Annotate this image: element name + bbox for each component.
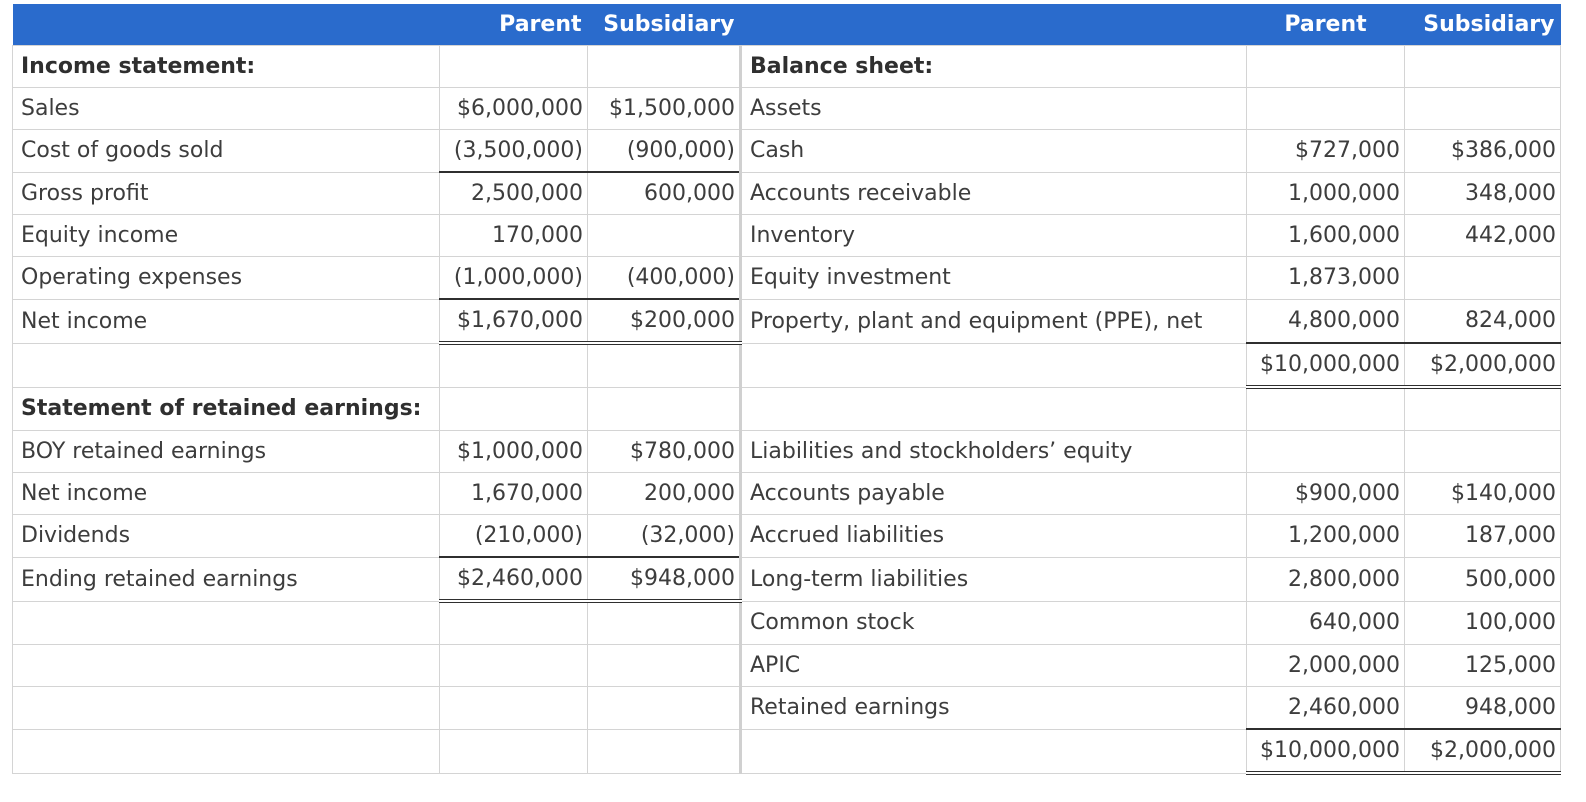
cell-left-parent: (210,000) — [440, 515, 588, 558]
cell-right-parent: 2,800,000 — [1247, 557, 1405, 601]
cell-left-subsidiary: $780,000 — [588, 431, 741, 473]
cell-left-label: Gross profit — [13, 172, 440, 215]
cell-left-subsidiary: $1,500,000 — [588, 88, 741, 130]
cell-right-parent: $727,000 — [1247, 130, 1405, 173]
cell-right-subsidiary: 100,000 — [1405, 601, 1561, 645]
cell-left-subsidiary: $200,000 — [588, 299, 741, 343]
cell-left-subsidiary: 600,000 — [588, 172, 741, 215]
cell-left-subsidiary — [588, 601, 741, 645]
table-row — [13, 172, 1561, 215]
cell-right-subsidiary: 824,000 — [1405, 299, 1561, 343]
financial-statements-table — [12, 4, 1561, 775]
cell-left-parent: 2,500,000 — [440, 172, 588, 215]
cell-right-label: Assets — [741, 88, 1247, 130]
table-row — [13, 645, 1561, 687]
cell-right-label: Inventory — [741, 215, 1247, 257]
cell-right-subsidiary: $140,000 — [1405, 473, 1561, 515]
cell-right-parent: $10,000,000 — [1247, 729, 1405, 773]
cell-left-label — [13, 645, 440, 687]
cell-left-subsidiary — [588, 729, 741, 773]
cell-left-parent — [440, 601, 588, 645]
cell-right-parent: 640,000 — [1247, 601, 1405, 645]
cell-right-label: Cash — [741, 130, 1247, 173]
cell-left-label: Equity income — [13, 215, 440, 257]
cell-right-label: Accrued liabilities — [741, 515, 1247, 558]
cell-left-subsidiary — [588, 215, 741, 257]
section-heading-retained-earnings: Statement of retained earnings: — [13, 387, 440, 431]
cell-left-parent: $6,000,000 — [440, 88, 588, 130]
cell-left-label — [13, 601, 440, 645]
cell-right-subsidiary — [1405, 431, 1561, 473]
cell-left-label: Cost of goods sold — [13, 130, 440, 173]
table-row — [13, 46, 1561, 88]
cell-left-label: Dividends — [13, 515, 440, 558]
cell-right-parent: 2,460,000 — [1247, 687, 1405, 730]
header-row — [13, 4, 1561, 46]
cell-left-label: Operating expenses — [13, 257, 440, 300]
cell-left-parent — [440, 687, 588, 730]
cell-left-subsidiary — [588, 645, 741, 687]
cell-left-label: Ending retained earnings — [13, 557, 440, 601]
cell-right-subsidiary: 442,000 — [1405, 215, 1561, 257]
cell-right-subsidiary: 948,000 — [1405, 687, 1561, 730]
cell-right-subsidiary: $2,000,000 — [1405, 729, 1561, 773]
cell-left-parent — [440, 46, 588, 88]
cell-left-parent: $2,460,000 — [440, 557, 588, 601]
cell-left-label — [13, 729, 440, 773]
cell-right-parent — [1247, 387, 1405, 431]
cell-right-label: APIC — [741, 645, 1247, 687]
cell-right-subsidiary: 187,000 — [1405, 515, 1561, 558]
cell-right-subsidiary: 125,000 — [1405, 645, 1561, 687]
cell-right-parent: 2,000,000 — [1247, 645, 1405, 687]
cell-right-label: Property, plant and equipment (PPE), net — [741, 299, 1247, 343]
cell-left-subsidiary: (400,000) — [588, 257, 741, 300]
table-row — [13, 343, 1561, 387]
cell-left-label — [13, 343, 440, 387]
table-row — [13, 557, 1561, 601]
cell-left-label: Net income — [13, 299, 440, 343]
cell-right-subsidiary: 500,000 — [1405, 557, 1561, 601]
cell-left-parent: 170,000 — [440, 215, 588, 257]
cell-left-parent: 1,670,000 — [440, 473, 588, 515]
cell-left-label: Net income — [13, 473, 440, 515]
cell-right-parent — [1247, 431, 1405, 473]
table-row — [13, 515, 1561, 558]
table-row — [13, 299, 1561, 343]
cell-right-label — [741, 729, 1247, 773]
header-parent-left: Parent — [440, 4, 588, 46]
cell-left-parent — [440, 387, 588, 431]
cell-right-parent: $900,000 — [1247, 473, 1405, 515]
header-parent-right: Parent — [1247, 4, 1405, 46]
cell-left-subsidiary: (32,000) — [588, 515, 741, 558]
cell-right-label: Accounts receivable — [741, 172, 1247, 215]
cell-right-parent: 1,600,000 — [1247, 215, 1405, 257]
cell-right-label — [741, 387, 1247, 431]
cell-right-parent: 4,800,000 — [1247, 299, 1405, 343]
table-row — [13, 215, 1561, 257]
cell-left-parent: (3,500,000) — [440, 130, 588, 173]
table-row — [13, 431, 1561, 473]
cell-left-label: BOY retained earnings — [13, 431, 440, 473]
cell-right-subsidiary — [1405, 88, 1561, 130]
table-row — [13, 387, 1561, 431]
cell-right-parent: $10,000,000 — [1247, 343, 1405, 387]
cell-left-subsidiary — [588, 46, 741, 88]
cell-right-label — [741, 343, 1247, 387]
header-blank-right — [741, 4, 1247, 46]
cell-left-subsidiary — [588, 387, 741, 431]
cell-right-label: Equity investment — [741, 257, 1247, 300]
cell-right-subsidiary — [1405, 387, 1561, 431]
table-row — [13, 729, 1561, 773]
cell-right-label: Retained earnings — [741, 687, 1247, 730]
cell-left-label: Sales — [13, 88, 440, 130]
cell-left-parent — [440, 343, 588, 387]
header-subsidiary-left: Subsidiary — [588, 4, 741, 46]
cell-right-parent: 1,200,000 — [1247, 515, 1405, 558]
cell-left-parent — [440, 645, 588, 687]
cell-left-subsidiary: $948,000 — [588, 557, 741, 601]
table-row — [13, 257, 1561, 300]
cell-left-parent: $1,000,000 — [440, 431, 588, 473]
cell-left-subsidiary — [588, 343, 741, 387]
cell-right-label: Long-term liabilities — [741, 557, 1247, 601]
table-row — [13, 687, 1561, 730]
cell-right-subsidiary: $386,000 — [1405, 130, 1561, 173]
cell-left-parent: (1,000,000) — [440, 257, 588, 300]
cell-left-subsidiary: 200,000 — [588, 473, 741, 515]
cell-right-subsidiary — [1405, 257, 1561, 300]
table-row — [13, 130, 1561, 173]
cell-right-parent — [1247, 46, 1405, 88]
cell-right-subsidiary — [1405, 46, 1561, 88]
table-row — [13, 88, 1561, 130]
cell-right-parent: 1,000,000 — [1247, 172, 1405, 215]
cell-right-label: Common stock — [741, 601, 1247, 645]
cell-right-subsidiary: $2,000,000 — [1405, 343, 1561, 387]
cell-left-subsidiary: (900,000) — [588, 130, 741, 173]
cell-right-parent — [1247, 88, 1405, 130]
cell-right-label: Liabilities and stockholders’ equity — [741, 431, 1247, 473]
section-heading-income-statement: Income statement: — [13, 46, 440, 88]
table-row — [13, 473, 1561, 515]
header-subsidiary-right: Subsidiary — [1405, 4, 1561, 46]
section-heading-balance-sheet: Balance sheet: — [741, 46, 1247, 88]
cell-left-label — [13, 687, 440, 730]
cell-left-subsidiary — [588, 687, 741, 730]
cell-right-label: Accounts payable — [741, 473, 1247, 515]
cell-right-parent: 1,873,000 — [1247, 257, 1405, 300]
cell-left-parent: $1,670,000 — [440, 299, 588, 343]
table-row — [13, 601, 1561, 645]
header-blank-left — [13, 4, 440, 46]
cell-left-parent — [440, 729, 588, 773]
cell-right-subsidiary: 348,000 — [1405, 172, 1561, 215]
